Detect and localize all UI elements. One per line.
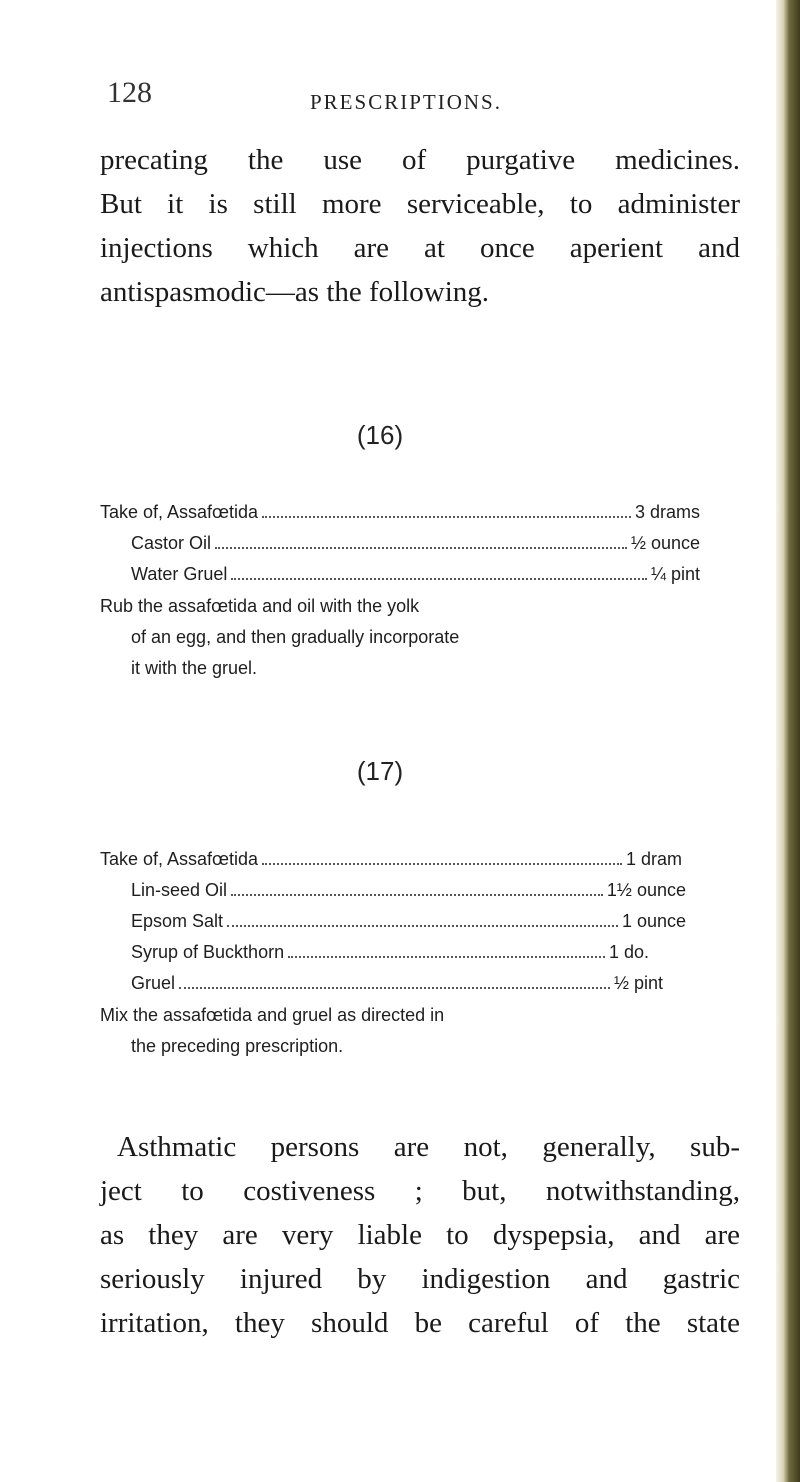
- text-line: seriously injured by indigestion and gastric: [100, 1263, 740, 1295]
- text-line: precating the use of purgative medicines.: [100, 144, 740, 176]
- leader-dots: [179, 973, 610, 989]
- closing-paragraph: [117, 1125, 740, 1169]
- leader-dots: [262, 849, 622, 865]
- directions-line: of an egg, and then gradually incorporate: [131, 627, 460, 647]
- directions-line: the preceding prescription.: [131, 1036, 344, 1056]
- ingredient-quantity: ½ pint: [613, 973, 663, 993]
- directions-line: Rub the assafœtida and oil with the yolk: [100, 596, 420, 616]
- ingredient-name: Take of, Assafœtida: [100, 502, 259, 522]
- text-line: ject to costiveness ; but, notwithstanding,: [100, 1175, 740, 1207]
- leader-dots: [227, 911, 618, 927]
- ingredient-name: Castor Oil: [131, 533, 212, 553]
- text-line: Asthmatic persons are not, generally, sub-: [117, 1131, 740, 1163]
- intro-paragraph: [100, 138, 740, 314]
- closing-paragraph-continued: [100, 1169, 740, 1345]
- text-line: But it is still more serviceable, to administer: [100, 188, 740, 220]
- leader-dots: [231, 880, 603, 896]
- ingredient-row: [131, 880, 686, 902]
- leader-dots: [288, 942, 605, 958]
- prescription-number: (17): [356, 756, 404, 786]
- ingredient-name: Syrup of Buckthorn: [131, 942, 285, 962]
- prescription-number: (16): [356, 420, 404, 450]
- ingredient-quantity: ½ ounce: [630, 533, 700, 553]
- ingredient-row: [131, 564, 700, 586]
- leader-dots: [215, 533, 627, 549]
- ingredient-row: [100, 849, 682, 871]
- ingredient-row: [131, 942, 649, 964]
- leader-dots: [231, 564, 647, 580]
- text-line: antispasmodic—as the following.: [100, 276, 490, 308]
- ingredient-row: [131, 973, 663, 995]
- ingredient-row: [131, 533, 700, 555]
- ingredient-quantity: ¼ pint: [650, 564, 700, 584]
- ingredient-name: Epsom Salt: [131, 911, 224, 931]
- running-title: PRESCRIPTIONS.: [310, 90, 502, 114]
- ingredient-quantity: 3 drams: [634, 502, 700, 522]
- ingredient-quantity: 1 ounce: [621, 911, 686, 931]
- ingredient-row: [100, 502, 700, 524]
- ingredient-quantity: 1 do.: [608, 942, 649, 962]
- ingredient-name: Gruel: [131, 973, 176, 993]
- directions-line: it with the gruel.: [131, 658, 258, 678]
- ingredient-name: Take of, Assafœtida: [100, 849, 259, 869]
- ingredient-name: Water Gruel: [131, 564, 228, 584]
- ingredient-row: [131, 911, 686, 933]
- ingredient-quantity: 1½ ounce: [606, 880, 686, 900]
- page-edge: [776, 0, 800, 1482]
- text-line: as they are very liable to dyspepsia, and are: [100, 1219, 740, 1251]
- page-number: 128: [107, 76, 152, 109]
- ingredient-name: Lin-seed Oil: [131, 880, 228, 900]
- text-line: irritation, they should be careful of the state: [100, 1307, 740, 1339]
- directions-line: Mix the assafœtida and gruel as directed in: [100, 1005, 445, 1025]
- leader-dots: [262, 502, 631, 518]
- ingredient-quantity: 1 dram: [625, 849, 682, 869]
- text-line: injections which are at once aperient and: [100, 232, 740, 264]
